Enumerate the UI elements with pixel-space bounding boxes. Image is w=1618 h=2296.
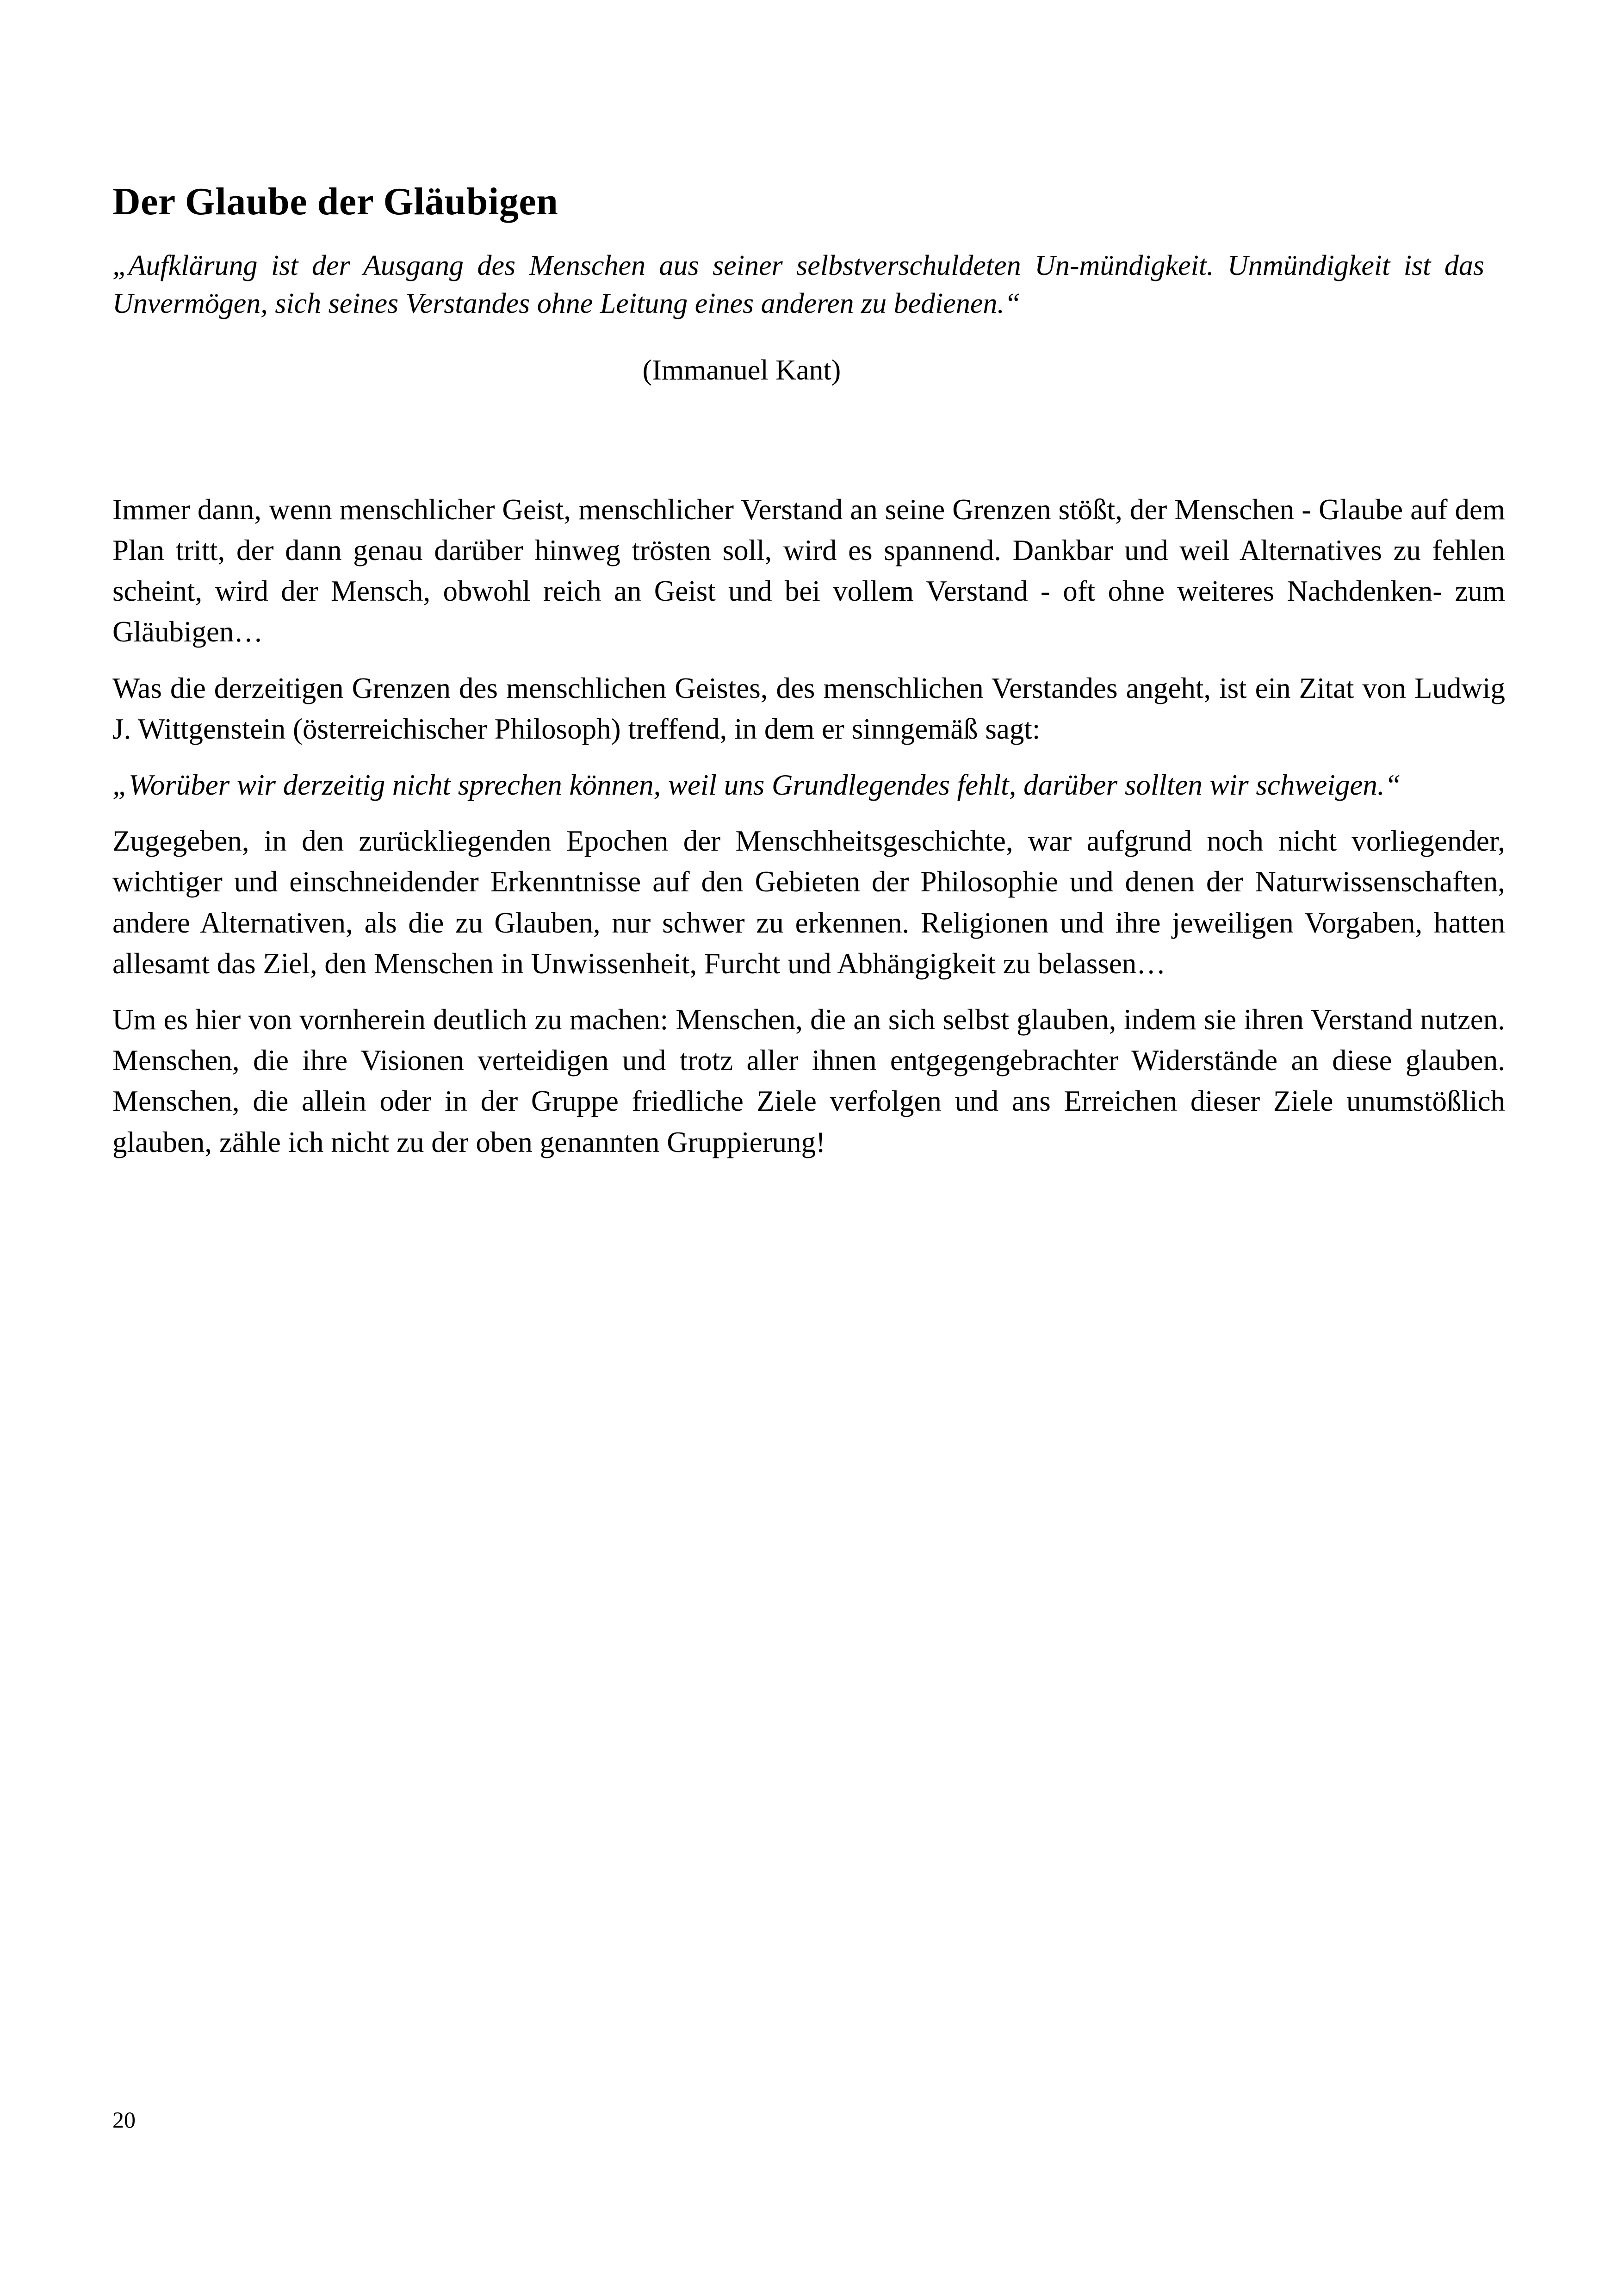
page-number: 20 xyxy=(112,2107,136,2133)
page-title: Der Glaube der Gläubigen xyxy=(112,180,558,223)
page-content xyxy=(112,180,1505,1163)
epigraph-attribution: (Immanuel Kant) xyxy=(642,355,841,386)
paragraph: Immer dann, wenn menschlicher Geist, menschlicher Verstand an seine Grenzen stößt, der Menschen - Glaube auf dem Plan tritt, der dann genau darüber hinweg trösten soll, wird es spannend. Dankbar und weil Alternatives zu fehlen scheint, wird der Mensch, obwohl reich an Geist und bei vollem Verstand - oft ohne weiteres Nachdenken- zum Gläubigen… xyxy=(112,493,1505,648)
inline-quote: „Worüber wir derzeitig nicht sprechen können, weil uns Grundlegendes fehlt, darüber sollten wir schweigen.“ xyxy=(112,769,1401,801)
paragraph: Zugegeben, in den zurückliegenden Epochen der Menschheitsgeschichte, war aufgrund noch nicht vorliegender, wichtiger und einschneidender Erkenntnisse auf den Gebieten der Philosophie und denen der Naturwissenschaften, andere Alternativen, als die zu Glauben, nur schwer zu erkennen. Religionen und ihre jeweiligen Vorgaben, hatten allesamt das Ziel, den Menschen in Unwissenheit, Furcht und Abhängigkeit zu belassen… xyxy=(112,825,1505,980)
body-text xyxy=(112,489,1505,1163)
paragraph: Was die derzeitigen Grenzen des menschlichen Geistes, des menschlichen Verstandes angeht, ist ein Zitat von Ludwig J. Wittgenstein (österreichischer Philosoph) treffend, in dem er sinngemäß sagt: xyxy=(112,672,1505,745)
epigraph-quote: „Aufklärung ist der Ausgang des Menschen aus seiner selbstverschuldeten Un-mündigkeit. Unmündigkeit ist das Unvermögen, sich seines Verstandes ohne Leitung eines anderen zu bedienen.“ xyxy=(112,250,1484,320)
paragraph: Um es hier von vornherein deutlich zu machen: Menschen, die an sich selbst glauben, indem sie ihren Verstand nutzen. Menschen, die ihre Visionen verteidigen und trotz aller ihnen entgegengebrachter Widerstände an diese glauben. Menschen, die allein oder in der Gruppe friedliche Ziele verfolgen und ans Erreichen dieser Ziele unumstößlich glauben, zähle ich nicht zu der oben genannten Gruppierung! xyxy=(112,1003,1505,1158)
